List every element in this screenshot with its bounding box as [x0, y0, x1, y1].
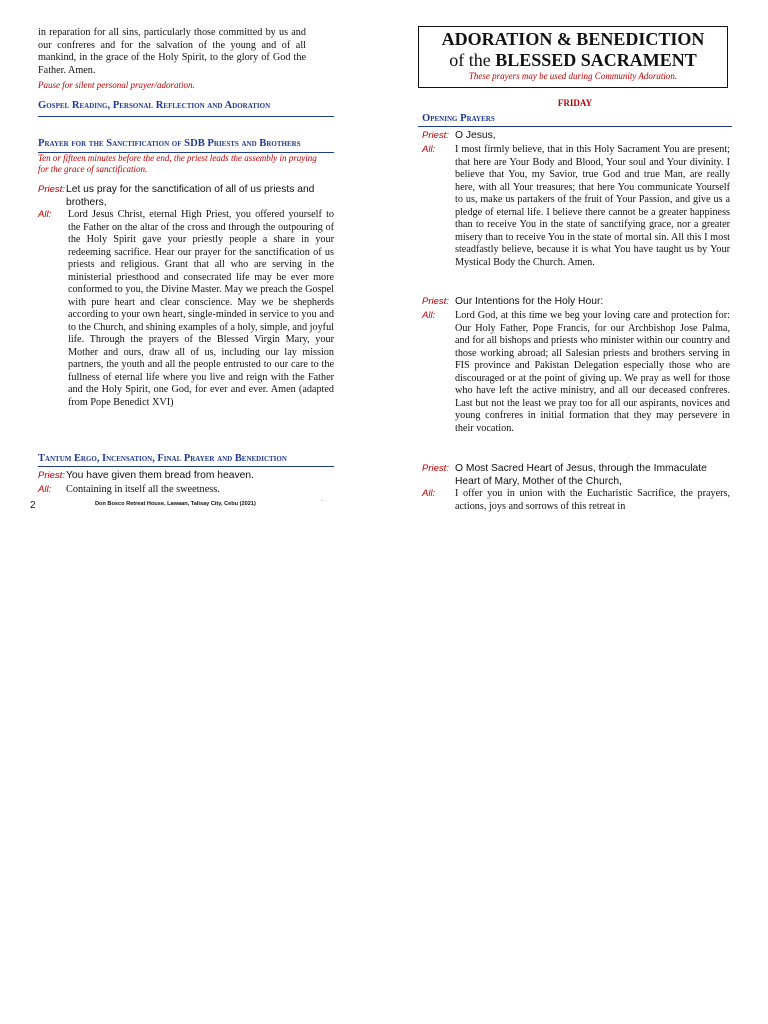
gospel-heading-rule: [38, 116, 334, 117]
footer-dot: .: [321, 497, 323, 503]
priest-label: Priest:: [422, 130, 449, 141]
priest-label: Priest:: [422, 463, 449, 474]
pause-note: Pause for silent personal prayer/adoration.: [38, 80, 195, 90]
opening-heading: Opening Prayers: [422, 113, 495, 124]
priest-label: Priest:: [38, 184, 65, 195]
opening-heading-rule: [418, 126, 732, 127]
tantum-priest-line: You have given them bread from heaven.: [66, 470, 254, 481]
prayer-note: Ten or fifteen minutes before the end, the priest leads the assembly in praying for the grace of sanctification.: [38, 153, 317, 174]
intentions-priest-line: Our Intentions for the Holy Hour:: [455, 296, 604, 307]
prayer-heading: Prayer for the Sanctification of SDB Priests and Brothers: [38, 138, 301, 149]
opening-priest: [422, 130, 730, 143]
priest-label: Priest:: [38, 470, 65, 481]
offering-all: [422, 488, 730, 513]
gospel-heading: Gospel Reading, Personal Reflection and Adoration: [38, 100, 271, 111]
offering-priest-line: O Most Sacred Heart of Jesus, through the Immaculate Heart of Mary, Mother of the Church,: [455, 463, 707, 487]
offering-prayer: I offer you in union with the Eucharistic Sacrifice, the prayers, actions, joys and sorrows of this retreat in: [455, 488, 730, 512]
all-label: All:: [422, 144, 436, 155]
intentions-priest: [422, 296, 730, 309]
priest-invitation: [38, 184, 334, 209]
act-of-faith: I most firmly believe, that in this Holy Sacrament You are present; that here are Your Body and Blood, Your soul and Your divinity. I believe that You, my Savior, true God and true Man, are really here, with all Your treasures; that here You communicate Yourself to us, make us partakers of the fruit of Your Passion, and give us a pledge of eternal life. I believe there cannot be a greater happiness than to receive You in the state of sanctifying grace, nor a greater misery than to receive You in the state of mortal sin. All this I most steadfastly believe, because it is what You have taught us by Your Mystical Body the Church. Amen.: [455, 144, 730, 268]
tantum-heading-rule: [38, 466, 334, 467]
opening-priest-line: O Jesus,: [455, 130, 496, 141]
title-line-1: ADORATION & BENEDICTION: [441, 29, 705, 49]
day-label: FRIDAY: [557, 98, 593, 108]
tantum-priest: [38, 470, 334, 483]
footer-location: Don Bosco Retreat House, Lawaan, Talisay City, Cebu (2021): [95, 501, 256, 507]
intentions-all: [422, 310, 730, 435]
priest-line: Let us pray for the sanctification of all of us priests and brothers,: [66, 184, 315, 208]
title-subtitle: These prayers may be used during Community Adoration.: [468, 71, 678, 81]
tantum-heading: Tantum Ergo, Incensation, Final Prayer and Benediction: [38, 453, 287, 464]
page-number: 2: [30, 500, 36, 511]
title-box: [418, 26, 728, 88]
tantum-all-line: Containing in itself all the sweetness.: [66, 484, 220, 495]
title-line-2: [419, 50, 727, 71]
all-label: All:: [422, 310, 436, 321]
all-label: All:: [422, 488, 436, 499]
intentions-prayer: Lord God, at this time we beg your loving care and protection for: Our Holy Father, Pope Francis, for our Archbishop Jose Palma, and for all bishops and priests who minister within our country and those working abroad; all Salesian priests and brothers serving in FIS province and Pakistan Delegation especially those who are discouraged or at the point of giving up. We pray as well for those who have left the active ministry, and all our deceased confreres. Last but not the least we pray too for all our aspirants, novices and young confreres in initial formation that they may persevere in their vocation.: [455, 310, 730, 434]
opening-all: [422, 144, 730, 269]
title-blessed-sacrament: BLESSED SACRAMENT: [495, 50, 697, 70]
all-response: [38, 209, 334, 409]
title-of: of the: [449, 50, 491, 70]
all-label: All:: [38, 209, 52, 220]
all-label: All:: [38, 484, 52, 495]
intro-paragraph: in reparation for all sins, particularly those committed by us and our confreres and for the salvation of the young and of all mankind, in the grace of the Holy Spirit, to the glory of God the Father. Amen.: [38, 27, 306, 76]
tantum-all: [38, 484, 334, 495]
offering-priest: [422, 463, 730, 488]
priest-label: Priest:: [422, 296, 449, 307]
sanctification-prayer: Lord Jesus Christ, eternal High Priest, you offered yourself to the Father on the altar of the cross and through the outpouring of the Holy Spirit gave your priestly people a share in your redeeming sacrifice. Hear our prayer for the sanctification of us priests and religious. Grant that all who are serving in the ministerial priesthood and consecrated life may be ever more conformed to you, the Divine Master. May we preach the Gospel with pure heart and clear conscience. May we be shepherds according to your own heart, single-minded in service to you and to the Church, and shining examples of a holy, simple, and joyful life. Through the prayers of the Blessed Virgin Mary, your Mother and ours, draw all of us, including our lay mission partners, the youth and all the people entrusted to our care to the fullness of eternal life where you live and reign with the Father and the Holy Spirit, one God, for ever and ever. Amen (adapted from Pope Benedict XVI): [68, 209, 334, 408]
